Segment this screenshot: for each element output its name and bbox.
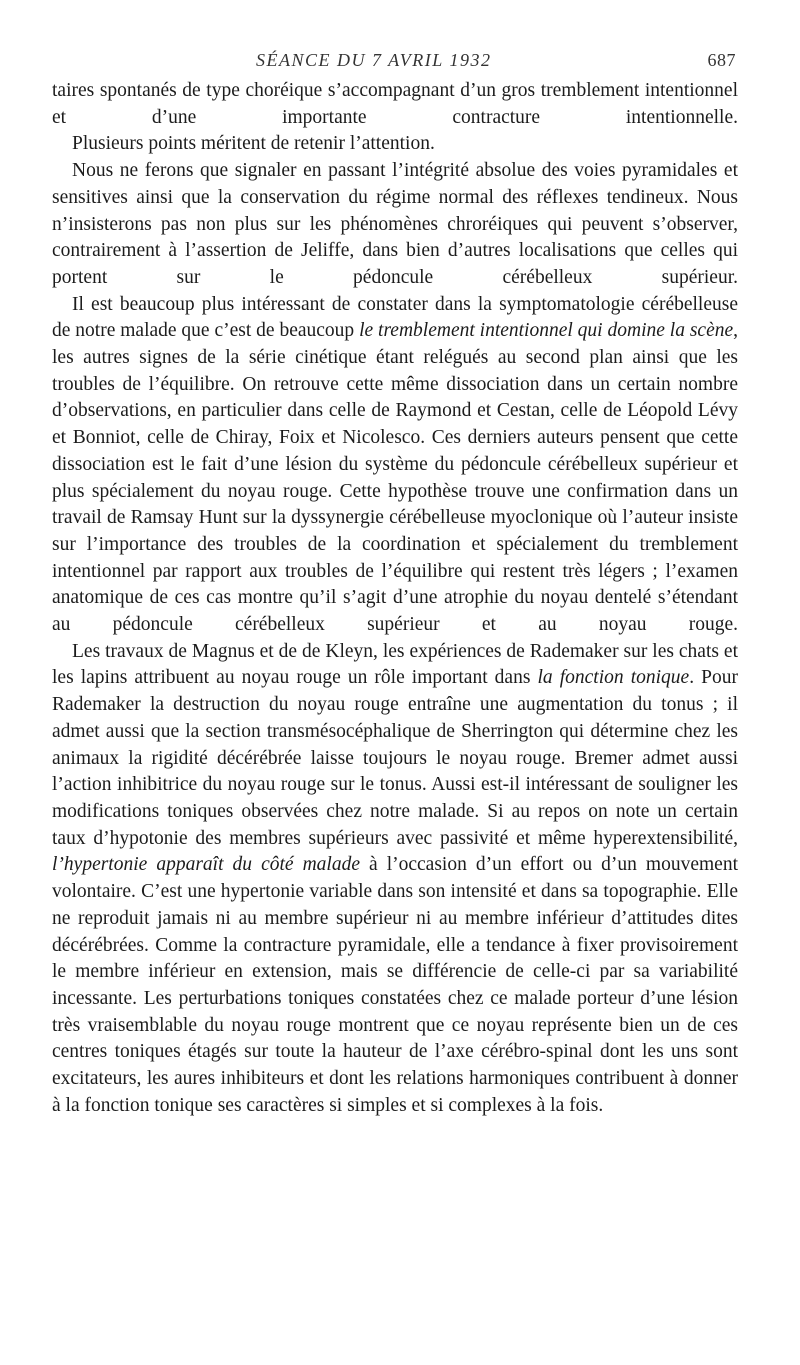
- paragraph-pyramidal: [52, 158, 738, 292]
- paragraph-tonus: [52, 639, 738, 1120]
- paragraph-attention: [52, 131, 738, 158]
- paragraph-text: . Pour Rademaker la destruction du noyau rouge entraîne une augmentation du tonus ; il admet aussi que la section transmésocéphalique de Sherrington qui détermine chez les animaux la rigidité décérébrée laisse toujours le noyau rouge. Bremer admet aussi l’action inhibitrice du noyau rouge sur le tonus. Aussi est-il intéressant de souligner les modifications toniques observées chez notre malade. Si au repos on note un certain taux d’hypotonie des membres supérieurs avec passivité et même hyperextensibilité,: [52, 667, 739, 849]
- paragraph-text: Les travaux de Magnus et de de Kleyn, les expériences de Rademaker sur les chats et les lapins attribuent au noyau rouge un rôle important dans: [52, 640, 738, 689]
- paragraph-text: , les autres signes de la série cinétique étant relégués au second plan ainsi que les troubles de l’équilibre. On retrouve cette même dissociation dans un certain nombre d’observations, en particulier dans celle de Raymond et Cestan, celle de Léopold Lévy et Bonniot, celle de Chiray, Foix et Nicolesco. Ces derniers auteurs pensent que cette dissociation est le fait d’une lésion du système du pédoncule cérébelleux supérieur et plus spécialement du noyau rouge. Cette hypothèse trouve une confirmation dans un travail de Ramsay Hunt sur la dyssynergie cérébelleuse myoclonique où l’auteur insiste sur l’importance des troubles de la coordination et spécialement du tremblement intentionnel par rapport aux troubles de l’équilibre qui restent très légers ; l’examen anatomique de ces cas montre qu’il s’agit d’une atrophie du noyau dentelé s’étendant au pédoncule cérébelleux supérieur et au noyau rouge.: [52, 320, 739, 636]
- journal-page: [52, 50, 738, 1119]
- paragraph-text: à l’occasion d’un effort ou d’un mouvement volontaire. C’est une hypertonie variable dans son intensité et dans sa topographie. Elle ne reproduit jamais ni au membre supérieur ni au membre inférieur d’attitudes dites décérébrées. Comme la contracture pyramidale, elle a tendance à fixer provisoirement le membre inférieur en extension, mais se différencie de celle-ci par sa variabilité incessante. Les perturbations toniques constatées chez ce malade porteur d’une lésion très vraisemblable du noyau rouge montrent que ce noyau représente bien un de ces centres toniques étagés sur toute la hauteur de l’axe cérébro-spinal dont les uns sont excitateurs, les aures inhibiteurs et dont les relations harmoniques contribuent à donner à la fonction tonique ses caractères si simples et si complexes à la fois.: [52, 854, 738, 1116]
- page-number: 687: [707, 50, 736, 70]
- running-head: [52, 50, 738, 78]
- italic-phrase: le tremblement intentionnel qui domine la scène: [359, 320, 734, 342]
- italic-phrase: la fonction tonique: [537, 667, 690, 689]
- paragraph-continuation: [52, 78, 738, 131]
- paragraph-text: taires spontanés de type choréique s’accompagnant d’un gros tremblement intentionnel et d’une importante contracture intentionnelle.: [52, 80, 738, 128]
- paragraph-tremor: [52, 292, 738, 639]
- paragraph-text: Plusieurs points méritent de retenir l’attention.: [72, 133, 435, 155]
- paragraph-text: Nous ne ferons que signaler en passant l’intégrité absolue des voies pyramidales et sensitives ainsi que la conservation du régime normal des réflexes tendineux. Nous n’insisterons pas non plus sur les phénomènes chroréiques qui peuvent s’observer, contrairement à l’assertion de Jeliffe, dans bien d’autres localisations que celles qui portent sur le pédoncule cérébelleux supérieur.: [52, 160, 738, 288]
- running-title: SÉANCE DU 7 AVRIL 1932: [256, 50, 492, 70]
- italic-phrase: l’hypertonie apparaît du côté malade: [52, 854, 360, 876]
- paragraph-text: Il est beaucoup plus intéressant de constater dans la symptomatologie cérébelleuse de notre malade que c’est de beaucoup: [52, 293, 738, 342]
- body-text: [52, 78, 738, 1119]
